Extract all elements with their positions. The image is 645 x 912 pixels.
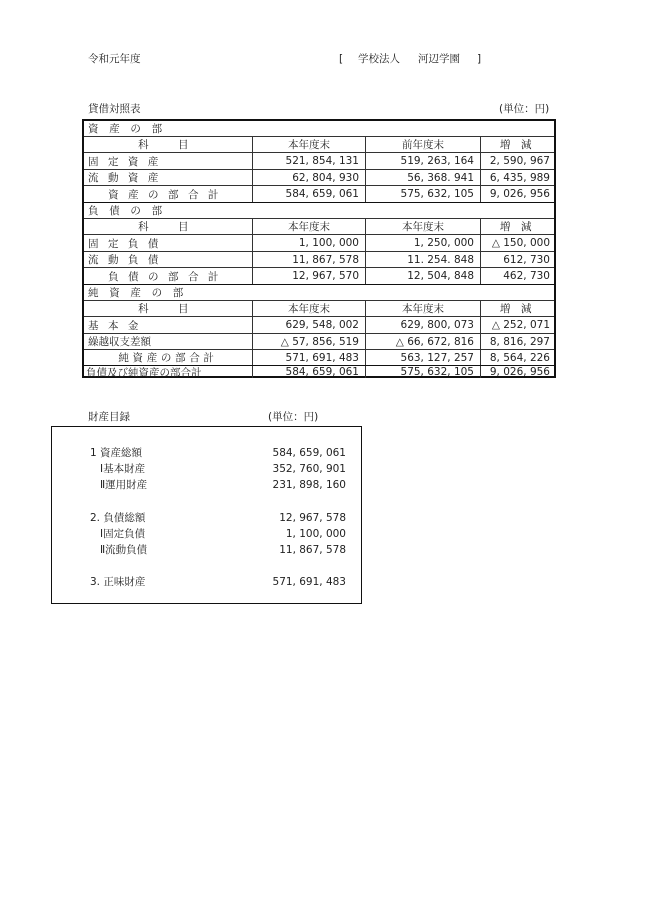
grand-total-change: 9, 026, 956 [480,366,554,378]
assets-total-row [84,186,554,203]
row-change: 6, 435, 989 [480,170,554,185]
row-label: 流動資産 [88,172,168,184]
fiscal-year: 令和元年度 [88,53,141,65]
row-change: 2, 590, 967 [480,153,554,169]
row-change: △ 150, 000 [480,235,554,251]
header-current: 本年度末 [252,219,365,234]
inventory-item-label: Ⅰ固定負債 [100,528,146,540]
header-previous: 本年度末 [365,219,480,234]
row-current: 1, 100, 000 [252,235,365,251]
row-previous: 629, 800, 073 [365,317,480,333]
row-label: 固定資産 [88,155,168,168]
row-label: 固定負債 [88,237,168,250]
total-previous: 563, 127, 257 [365,350,480,365]
liabilities-section-row [84,203,554,219]
inventory-item-value: 231, 898, 160 [272,479,346,491]
grand-total-label: 負債及び純資産の部合計 [86,366,202,378]
header-account: 科 目 [138,303,198,315]
row-label: 繰越収支差額 [88,336,151,348]
bracket-open: [ [339,53,344,65]
total-current: 571, 691, 483 [252,350,365,365]
row-current: 629, 548, 002 [252,317,365,333]
net-assets-total-row [84,350,554,366]
row-change: △ 252, 071 [480,317,554,333]
header-previous: 前年度末 [365,137,480,152]
inventory-item-value: 571, 691, 483 [272,576,346,588]
inventory-item-value: 584, 659, 061 [272,447,346,459]
inventory-item-value: 352, 760, 901 [272,463,346,475]
inventory-item-value: 11, 867, 578 [279,544,346,556]
table-row [84,235,554,252]
liabilities-section-label: 負 債 の 部 [88,205,166,217]
inventory-item-label: Ⅱ運用財産 [100,479,148,491]
balance-sheet-title: 貸借対照表 [88,103,141,115]
row-current: 62, 804, 930 [252,170,365,185]
inventory-unit: (単位：円) [268,411,319,423]
inventory-item-label: 1 資産総額 [90,447,143,459]
row-previous: 519, 263, 164 [365,153,480,169]
total-previous: 12, 504, 848 [365,268,480,284]
header-change: 増 減 [480,219,554,234]
total-current: 584, 659, 061 [252,186,365,202]
assets-section-row [84,121,554,137]
total-change: 8, 564, 226 [480,350,554,365]
balance-sheet-unit: (単位：円) [499,103,550,115]
header-account: 科 目 [138,221,198,233]
row-change: 8, 816, 297 [480,334,554,349]
row-label: 流動負債 [88,254,168,266]
bracket-close: ] [477,53,482,65]
net-assets-section-label: 純 資 産 の 部 [88,287,187,299]
total-change: 9, 026, 956 [480,186,554,202]
table-row [84,317,554,334]
row-current: △ 57, 856, 519 [252,334,365,349]
inventory-item-label: Ⅰ基本財産 [100,463,146,475]
total-label: 純資産の部合計 [118,352,218,364]
net-assets-section-row [84,285,554,301]
inventory-item-value: 1, 100, 000 [285,528,346,540]
row-previous: △ 66, 672, 816 [365,334,480,349]
header-account: 科 目 [138,139,198,151]
inventory-item-label: 3. 正味財産 [90,576,146,588]
total-label: 負債の部合計 [108,270,228,283]
inventory-item-label: 2. 負債総額 [90,512,146,524]
inventory-item-label: Ⅱ流動負債 [100,544,148,556]
grand-total-row [84,366,554,378]
table-row [84,252,554,268]
header-change: 増 減 [480,137,554,152]
assets-header-row [84,137,554,153]
table-row [84,153,554,170]
grand-total-previous: 575, 632, 105 [365,366,480,378]
header-previous: 本年度末 [365,301,480,316]
inventory-box [51,426,362,604]
header-current: 本年度末 [252,301,365,316]
total-label: 資産の部合計 [108,188,228,201]
inventory-item-value: 12, 967, 578 [279,512,346,524]
grand-total-current: 584, 659, 061 [252,366,365,378]
assets-section-label: 資 産 の 部 [88,123,166,135]
table-row [84,170,554,186]
liabilities-total-row [84,268,554,285]
org-name: 河辺学園 [418,53,460,65]
total-current: 12, 967, 570 [252,268,365,284]
row-previous: 1, 250, 000 [365,235,480,251]
row-previous: 11. 254. 848 [365,252,480,267]
row-previous: 56, 368. 941 [365,170,480,185]
inventory-title: 財産目録 [88,411,130,423]
total-change: 462, 730 [480,268,554,284]
row-change: 612, 730 [480,252,554,267]
header-change: 増 減 [480,301,554,316]
header-current: 本年度末 [252,137,365,152]
row-label: 基本金 [88,319,148,332]
org-type: 学校法人 [358,53,400,65]
total-previous: 575, 632, 105 [365,186,480,202]
net-assets-header-row [84,301,554,317]
row-current: 521, 854, 131 [252,153,365,169]
row-current: 11, 867, 578 [252,252,365,267]
balance-sheet-table [82,119,556,378]
table-row [84,334,554,350]
liabilities-header-row [84,219,554,235]
